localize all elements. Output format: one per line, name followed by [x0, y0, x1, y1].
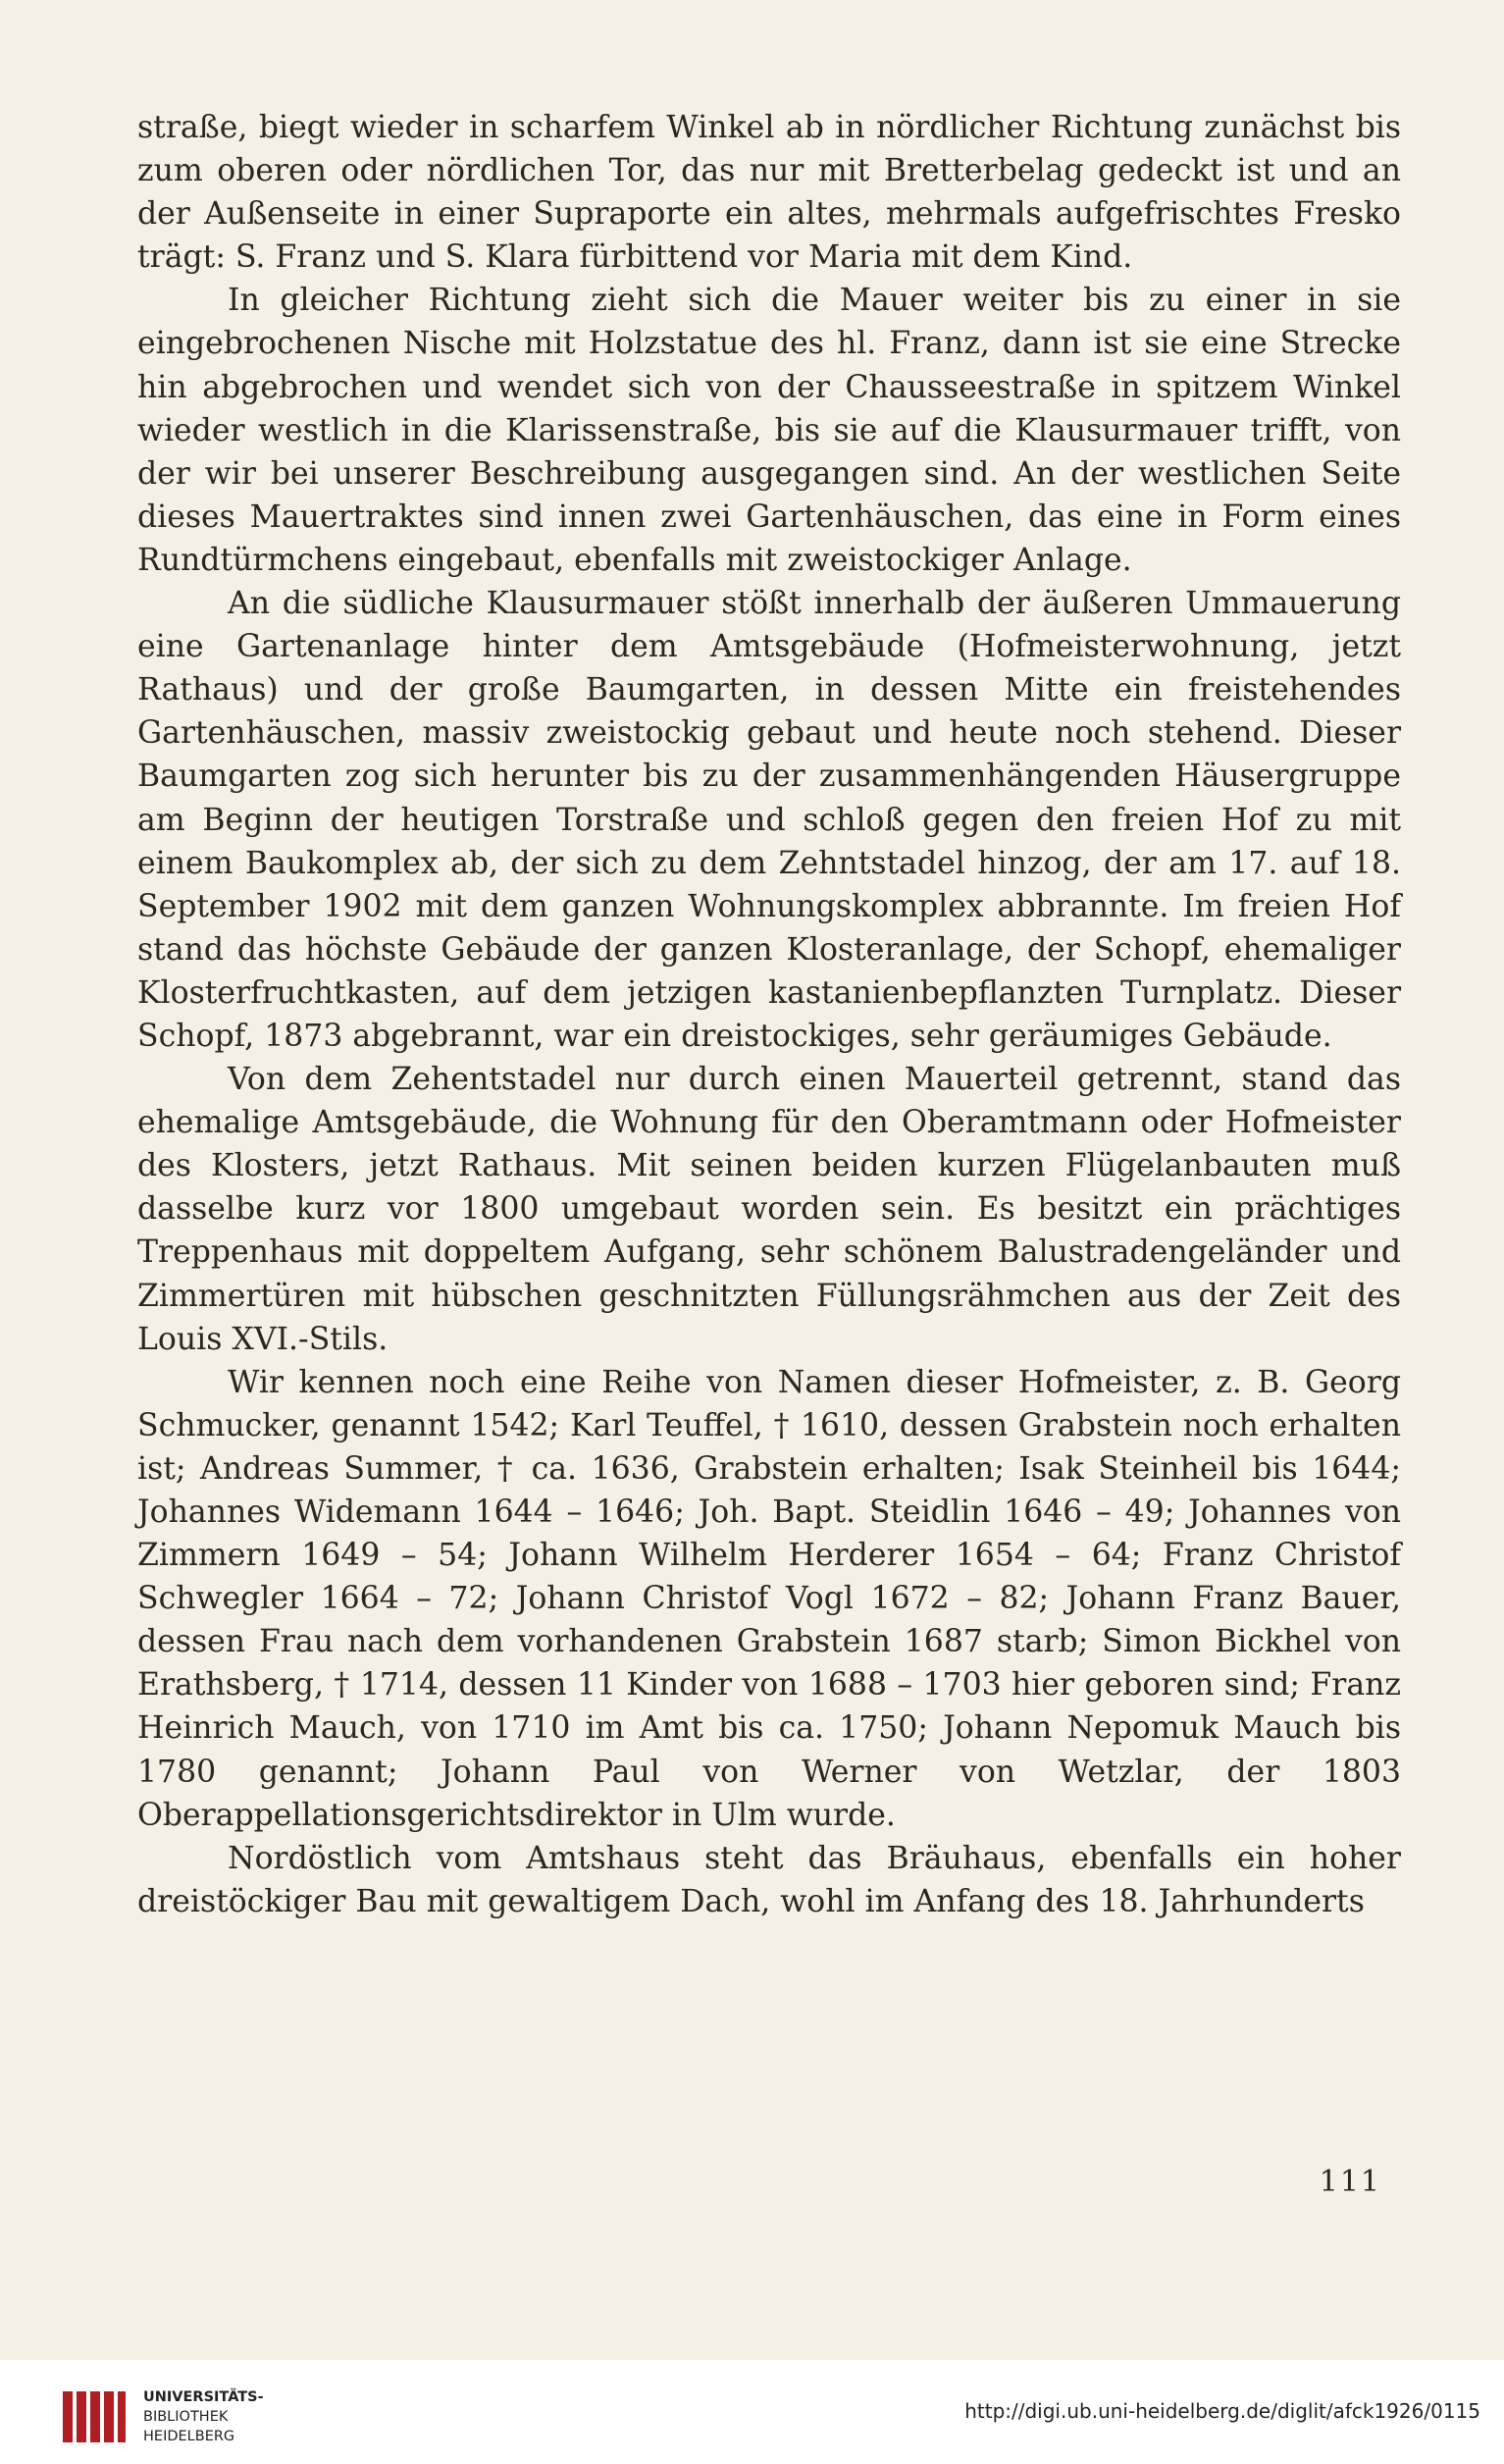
university-seal-icon	[59, 2387, 130, 2446]
body-text	[137, 106, 1401, 1923]
paragraph-5: Wir kennen noch eine Reihe von Namen dieser Hofmeister, z. B. Georg Schmucker, genannt 1542; Karl Teuffel, † 1610, dessen Grabstein noch erhalten ist; Andreas Summer, † ca. 1636, Grabstein erhalten; Isak Steinheil bis 1644; Johannes Widemann 1644 – 1646; Joh. Bapt. Steidlin 1646 – 49; Johannes von Zimmern 1649 – 54; Johann Wilhelm Herderer 1654 – 64; Franz Christof Schwegler 1664 – 72; Johann Christof Vogl 1672 – 82; Johann Franz Bauer, dessen Frau nach dem vorhandenen Grabstein 1687 starb; Simon Bickhel von Erathsberg, † 1714, dessen 11 Kinder von 1688 – 1703 hier geboren sind; Franz Heinrich Mauch, von 1710 im Amt bis ca. 1750; Johann Nepomuk Mauch bis 1780 genannt; Johann Paul von Werner von Wetzlar, der 1803 Oberappellationsgerichtsdirektor in Ulm wurde.	[137, 1364, 1401, 1833]
logo-line-2: BIBLIOTHEK	[143, 2409, 229, 2425]
logo-line-1: UNIVERSITÄTS-	[143, 2389, 264, 2405]
paragraph-3: An die südliche Klausurmauer stößt innerhalb der äußeren Ummauerung eine Gartenanlage hinter dem Amtsgebäude (Hofmeisterwohnung, jetzt Rathaus) und der große Baumgarten, in dessen Mitte ein freistehendes Gartenhäuschen, massiv zweistockig gebaut und heute noch stehend. Dieser Baumgarten zog sich herunter bis zu der zusammenhängenden Häusergruppe am Beginn der heutigen Torstraße und schloß gegen den freien Hof zu mit einem Baukomplex ab, der sich zu dem Zehntstadel hinzog, der am 17. auf 18. September 1902 mit dem ganzen Wohnungskomplex abbrannte. Im freien Hof stand das höchste Gebäude der ganzen Klosteranlage, der Schopf, ehemaliger Klosterfruchtkasten, auf dem jetzigen kastanienbepflanzten Turnplatz. Dieser Schopf, 1873 abgebrannt, war ein dreistockiges, sehr geräumiges Gebäude.	[137, 586, 1401, 1054]
paragraph-1: straße, biegt wieder in scharfem Winkel ab in nördlicher Richtung zunächst bis zum oberen oder nördlichen Tor, das nur mit Bretterbelag gedeckt ist und an der Außenseite in einer Supraporte ein altes, mehrmals aufgefrischtes Fresko trägt: S. Franz und S. Klara fürbittend vor Maria mit dem Kind.	[137, 110, 1401, 276]
logo-text	[143, 2387, 264, 2446]
footer-bar	[0, 2360, 1504, 2464]
paragraph-2: In gleicher Richtung zieht sich die Mauer weiter bis zu einer in sie eingebrochenen Nische mit Holzstatue des hl. Franz, dann ist sie eine Strecke hin abgebrochen und wendet sich von der Chausseestraße in spitzem Winkel wieder westlich in die Klarissenstraße, bis sie auf die Klausurmauer trifft, von der wir bei unserer Beschreibung ausgegangen sind. An der westlichen Seite dieses Mauertraktes sind innen zwei Gartenhäuschen, das eine in Form eines Rundtürmchens eingebaut, ebenfalls mit zweistockiger Anlage.	[137, 283, 1401, 578]
library-logo[interactable]	[59, 2382, 353, 2450]
page-number: 111	[1319, 2165, 1381, 2199]
logo-line-3: HEIDELBERG	[143, 2429, 235, 2444]
paragraph-6: Nordöstlich vom Amtshaus steht das Bräuhaus, ebenfalls ein hoher dreistöckiger Bau mit gewaltigem Dach, wohl im Anfang des 18. Jahrhunderts	[137, 1840, 1401, 1919]
source-url-link[interactable]: http://digi.ub.uni-heidelberg.de/diglit/afck1926/0115	[964, 2399, 1480, 2423]
paragraph-4: Von dem Zehentstadel nur durch einen Mauerteil getrennt, stand das ehemalige Amtsgebäude, die Wohnung für den Oberamtmann oder Hofmeister des Klosters, jetzt Rathaus. Mit seinen beiden kurzen Flügelanbauten muß dasselbe kurz vor 1800 umgebaut worden sein. Es besitzt ein prächtiges Treppenhaus mit doppeltem Aufgang, sehr schönem Balustradengeländer und Zimmertüren mit hübschen geschnitzten Füllungsrähmchen aus der Zeit des Louis XVI.-Stils.	[137, 1062, 1401, 1357]
